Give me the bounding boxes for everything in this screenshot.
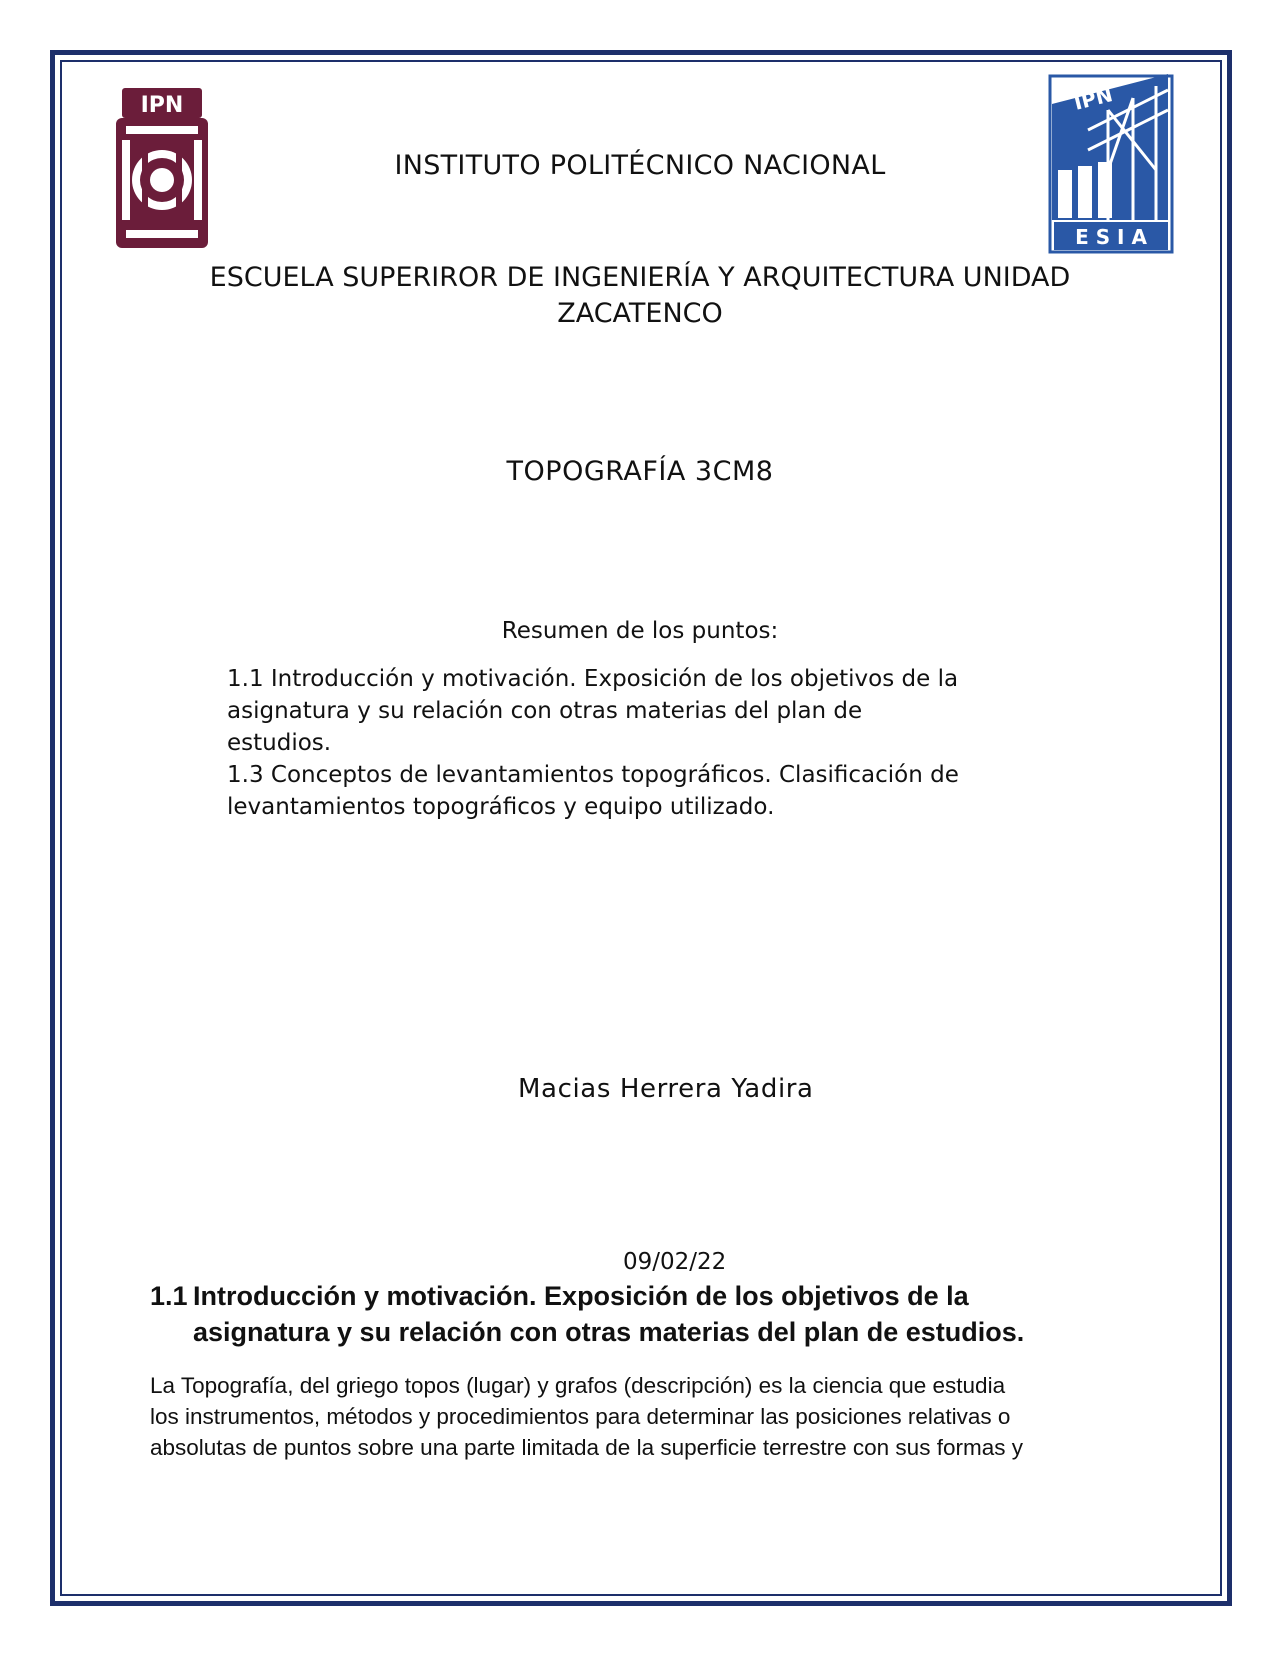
svg-text:IPN: IPN bbox=[140, 93, 184, 118]
section-number: 1.1 bbox=[150, 1281, 188, 1311]
section-title-line2: asignatura y su relación con otras materias del plan de estudios. bbox=[193, 1317, 1025, 1347]
summary-list bbox=[227, 663, 967, 823]
summary-item: 1.3 Conceptos de levantamientos topográficos. Clasificación de levantamientos topográficos y equipo utilizado. bbox=[227, 762, 959, 820]
summary-title: Resumen de los puntos: bbox=[501, 618, 779, 644]
body-line: los instrumentos, métodos y procedimientos para determinar las posiciones relativas o bbox=[150, 1404, 1011, 1429]
school-title: ESCUELA SUPERIROR DE INGENIERÍA Y ARQUITECTURA UNIDAD ZACATENCO bbox=[209, 262, 1071, 329]
summary-item: 1.1 Introducción y motivación. Exposición de los objetivos de la asignatura y su relación con otras materias del plan de estudios. bbox=[227, 666, 959, 756]
section-heading bbox=[150, 1278, 1110, 1350]
section-title-line1: Introducción y motivación. Exposición de los objetivos de la bbox=[193, 1281, 969, 1311]
institution-title: INSTITUTO POLITÉCNICO NACIONAL bbox=[394, 150, 886, 181]
esia-logo-top-text: IPN bbox=[1071, 82, 1115, 115]
author-name: Macias Herrera Yadira bbox=[518, 1074, 814, 1104]
body-line: La Topografía, del griego topos (lugar) y grafos (descripción) es la ciencia que estudia bbox=[150, 1373, 1006, 1398]
subject-title: TOPOGRAFÍA 3CM8 bbox=[506, 456, 774, 487]
section-body bbox=[150, 1370, 1150, 1463]
esia-logo-bottom-text: E S I A bbox=[1075, 225, 1147, 249]
document-date: 09/02/22 bbox=[623, 1249, 727, 1275]
body-line: absolutas de puntos sobre una parte limitada de la superficie terrestre con sus formas y bbox=[150, 1435, 1023, 1460]
